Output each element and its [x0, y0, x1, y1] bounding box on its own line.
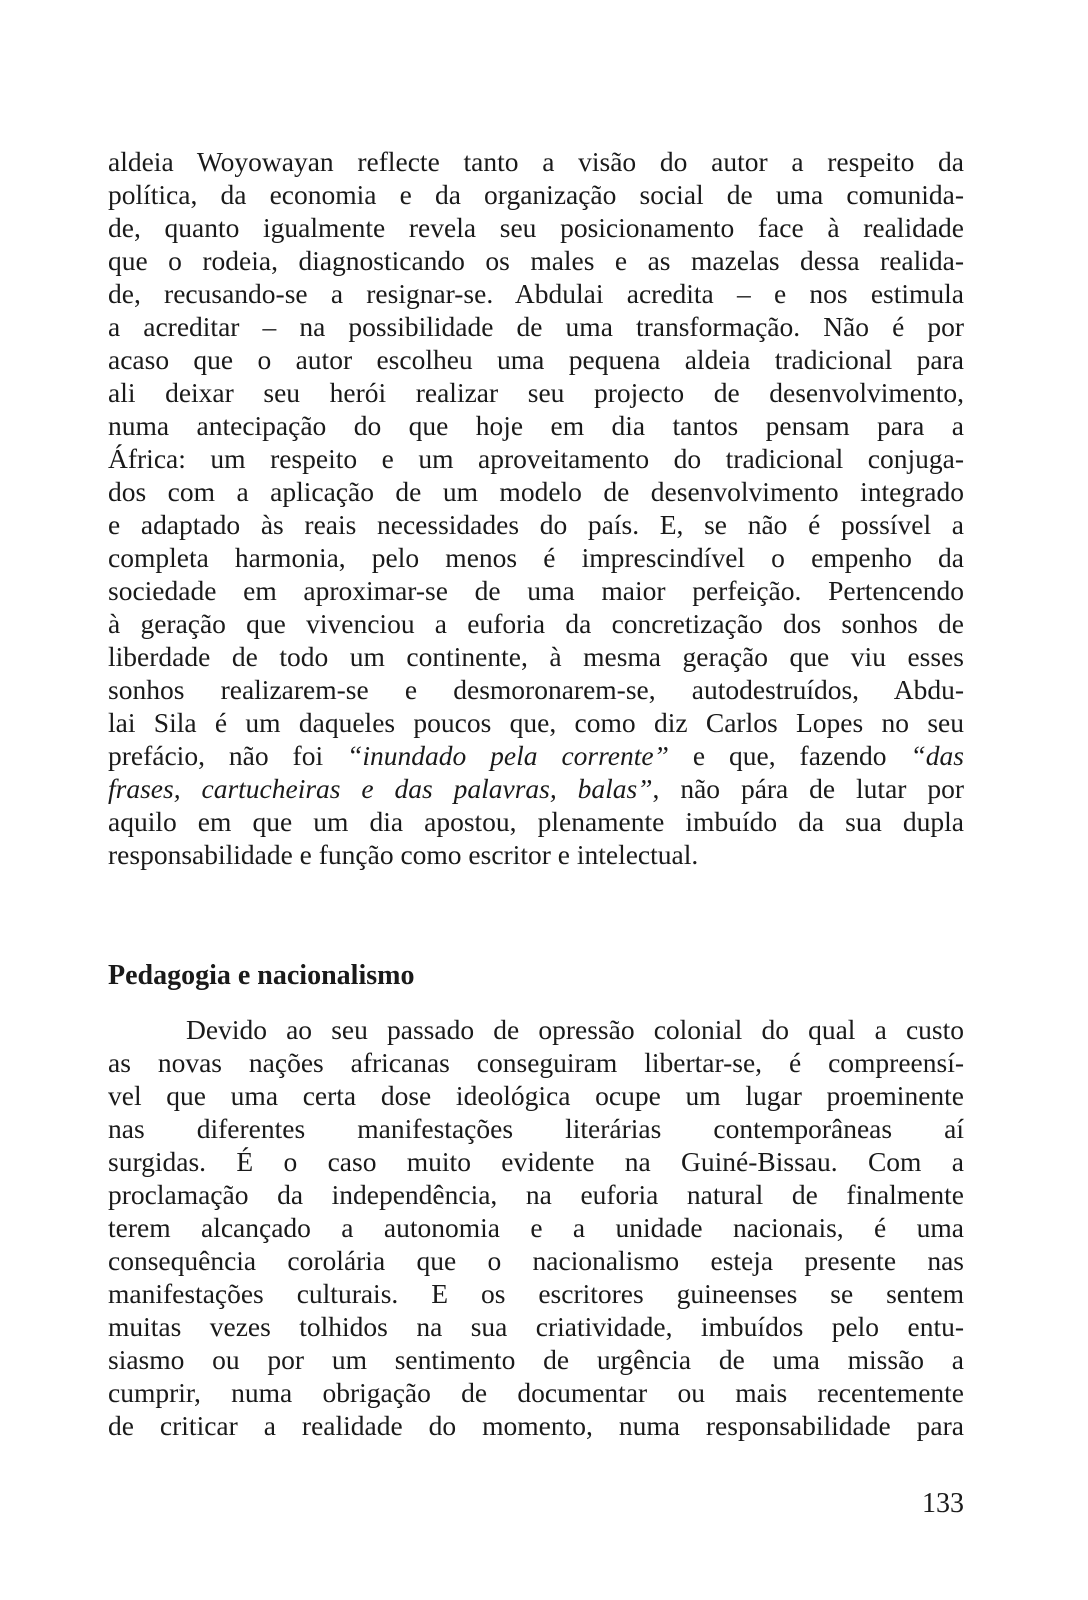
text-line: terem alcançado a autonomia e a unidade nacionais, é uma: [108, 1212, 964, 1243]
text-line: cumprir, numa obrigação de documentar ou mais recentemente: [108, 1377, 964, 1408]
text-line: dos com a aplicação de um modelo de desenvolvimento integrado: [108, 476, 964, 507]
text-line: e adaptado às reais necessidades do país. E, se não é possível a: [108, 509, 964, 540]
text-line: política, da economia e da organização social de uma comunida-: [108, 179, 964, 210]
page-number: 133: [922, 1488, 964, 1519]
text-line: que o rodeia, diagnosticando os males e as mazelas dessa realida-: [108, 245, 964, 276]
text-line: lai Sila é um daqueles poucos que, como diz Carlos Lopes no seu: [108, 707, 964, 738]
text-line: proclamação da independência, na euforia natural de finalmente: [108, 1179, 964, 1210]
section-heading: Pedagogia e nacionalismo: [108, 960, 415, 991]
text-line: aldeia Woyowayan reflecte tanto a visão do autor a respeito da: [108, 146, 964, 177]
text-line: completa harmonia, pelo menos é imprescindível o empenho da: [108, 542, 964, 573]
text-line: surgidas. É o caso muito evidente na Guiné-Bissau. Com a: [108, 1146, 964, 1177]
text-line: muitas vezes tolhidos na sua criatividade, imbuídos pelo entu-: [108, 1311, 964, 1342]
text-line: siasmo ou por um sentimento de urgência de uma missão a: [108, 1344, 964, 1375]
text-line: acaso que o autor escolheu uma pequena aldeia tradicional para: [108, 344, 964, 375]
text-run: , não pára de lutar por: [652, 773, 964, 804]
text-line: à geração que vivenciou a euforia da concretização dos sonhos de: [108, 608, 964, 639]
text-line: nas diferentes manifestações literárias contemporâneas aí: [108, 1113, 964, 1144]
text-line: África: um respeito e um aproveitamento do tradicional conjuga-: [108, 443, 964, 474]
text-line: de, recusando-se a resignar-se. Abdulai acredita – e nos estimula: [108, 278, 964, 309]
text-line: responsabilidade e função como escritor e intelectual.: [108, 839, 699, 870]
text-line: vel que uma certa dose ideológica ocupe um lugar proeminente: [108, 1080, 964, 1111]
text-line: sonhos realizarem-se e desmoronarem-se, autodestruídos, Abdu-: [108, 674, 964, 705]
text-line: de criticar a realidade do momento, numa responsabilidade para: [108, 1410, 964, 1441]
quote-italic: “das: [910, 740, 965, 771]
text-line: numa antecipação do que hoje em dia tantos pensam para a: [108, 410, 964, 441]
text-line: [108, 773, 964, 805]
quote-italic: “inundado pela corrente”: [347, 740, 669, 771]
text-line: aquilo em que um dia apostou, plenamente imbuído da sua dupla: [108, 806, 964, 837]
text-line: manifestações culturais. E os escritores guineenses se sentem: [108, 1278, 964, 1309]
text-line: consequência corolária que o nacionalismo esteja presente nas: [108, 1245, 964, 1276]
text-line: [108, 740, 964, 772]
text-line: Devido ao seu passado de opressão colonial do qual a custo: [186, 1014, 964, 1045]
text-line: as novas nações africanas conseguiram libertar-se, é compreensí-: [108, 1047, 964, 1078]
text-line: ali deixar seu herói realizar seu projecto de desenvolvimento,: [108, 377, 964, 408]
text-run: e que, fazendo: [668, 740, 911, 771]
quote-italic: frases, cartucheiras e das palavras, balas”: [108, 773, 653, 804]
text-line: a acreditar – na possibilidade de uma transformação. Não é por: [108, 311, 964, 342]
text-line: liberdade de todo um continente, à mesma geração que viu esses: [108, 641, 964, 672]
text-line: de, quanto igualmente revela seu posicionamento face à realidade: [108, 212, 964, 243]
text-run: prefácio, não foi: [108, 740, 348, 771]
text-line: sociedade em aproximar-se de uma maior perfeição. Pertencendo: [108, 575, 964, 606]
